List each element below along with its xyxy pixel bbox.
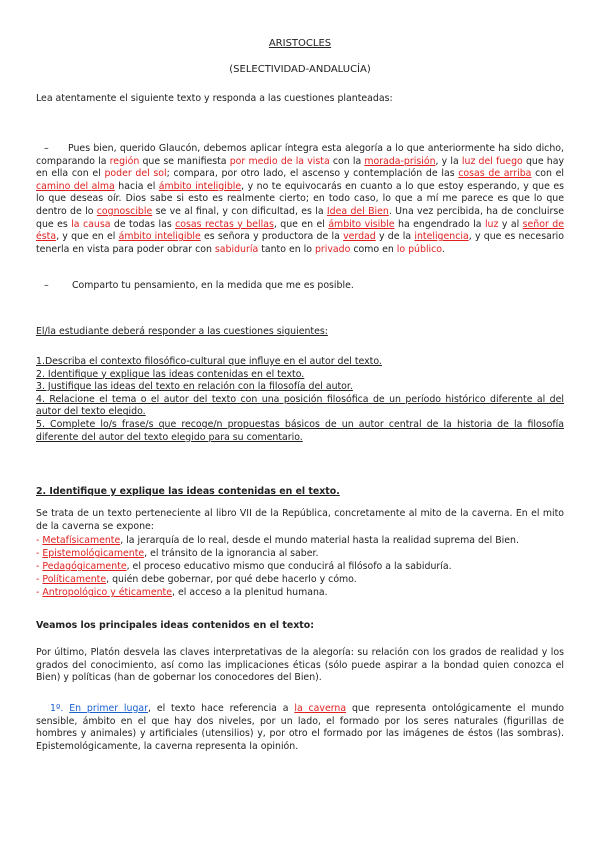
section-heading: 2. Identifique y explique las ideas contenidas en el texto. — [36, 486, 340, 497]
highlight: luz — [484, 218, 499, 230]
first-point-paragraph — [36, 703, 564, 753]
highlight: verdad — [343, 231, 376, 243]
question-item: 3. Justifique las ideas del texto en relación con la filosofía del autor. — [36, 381, 353, 393]
question-item: 1.Describa el contexto filosófico-cultural que influye en el autor del texto. — [36, 356, 382, 367]
bullet-text: , la jerarquía de lo real, desde el mundo material hasta la realidad suprema del Bien. — [120, 535, 519, 546]
text-part: con la — [329, 155, 365, 167]
text-part: . — [441, 243, 445, 255]
list-item — [36, 586, 564, 599]
bullet-text: , quién debe gobernar, por qué debe hacerlo y cómo. — [106, 574, 357, 585]
text-part: con el — [531, 168, 564, 180]
bullet-dash: - — [36, 548, 43, 559]
question-item: 5. Complete lo/s frase/s que recoge/n propuestas básicos de un autor central de la historia de la filosofía diferente del autor del texto elegido para su comentario. — [36, 418, 564, 443]
text-part: que se manifiesta — [139, 155, 230, 167]
text-part: de todas las — [110, 218, 176, 230]
list-item — [36, 547, 564, 560]
text-part: ha engendrado la — [394, 218, 485, 230]
question-item: 2. Identifique y explique las ideas contenidas en el texto. — [36, 368, 305, 380]
text-part: , y que es necesario tenerla en vista para poder obrar con — [36, 231, 565, 255]
point-number: 1º. — [50, 703, 64, 714]
text-part: es señora y productora de la — [200, 231, 344, 243]
text-part: hacia el — [114, 180, 159, 192]
bullet-dash: - — [36, 561, 43, 572]
question-item: 4. Relacione el tema o el autor del texto con una posición filosófica de un período histórico diferente al del autor del texto elegido. — [36, 393, 564, 418]
text-part: se ve al final, y con dificultad, es la — [152, 205, 327, 217]
point-lead: En primer lugar — [69, 703, 149, 714]
text-part: que hay en ella con el — [36, 155, 565, 180]
text-part: , que en el — [273, 218, 329, 230]
list-item — [36, 573, 564, 586]
highlight: camino del alma — [36, 180, 115, 192]
text-part: tanto en lo — [258, 243, 315, 255]
highlight: cognoscible — [96, 205, 153, 217]
highlight: sabiduría — [214, 243, 259, 255]
text-part: , y no te equivocarás en cuanto a lo que estoy esperando, y que es lo que deseas oír. Dios sabe si esto es realmente cierto; en todo caso, lo que a mí me parece es que lo que dentro de lo — [36, 180, 564, 217]
highlight: Idea del Bien — [326, 205, 389, 217]
bullet-text: , el proceso educativo mismo que conducirá al filósofo a la sabiduría. — [126, 561, 452, 572]
highlight: lo público — [396, 243, 442, 255]
highlight: morada-prisión — [364, 155, 436, 167]
text-part: Pues bien, querido Glaucón, debemos aplicar íntegra esta alegoría a lo que anteriormente ha sido dicho, comparando la — [36, 143, 564, 167]
highlight: la causa — [71, 218, 111, 230]
point-text: , el texto hace referencia a — [148, 703, 295, 714]
last-paragraph: Por último, Platón desvela las claves interpretativas de la alegoría: su relación con los grados de realidad y los grados del conocimiento, así como las implicaciones éticas (sólo puede aspirar a la bondad quien conozca el Bien) y políticas (han de gobernar los conocedores del Bien). — [36, 647, 564, 684]
highlight: señor de ésta — [36, 218, 564, 243]
text-part: como en — [350, 243, 397, 255]
highlight: inteligencia — [414, 231, 469, 243]
bullet-text: , el tránsito de la ignorancia al saber. — [144, 548, 319, 559]
bullet-text: , el acceso a la plenitud humana. — [172, 587, 328, 598]
highlight: ámbito inteligible — [158, 180, 242, 192]
questions-list — [36, 356, 564, 444]
highlight: privado — [314, 243, 351, 255]
reply-text: Comparto tu pensamiento, en la medida que me es posible. — [72, 280, 354, 291]
highlight: ámbito visible — [328, 218, 395, 230]
bullet-dash: - — [36, 574, 43, 585]
bullet-term: Epistemológicamente — [42, 548, 145, 559]
questions-heading: El/la estudiante deberá responder a las cuestiones siguientes: — [36, 326, 328, 337]
highlight: por medio de la vista — [229, 155, 330, 167]
highlight: cosas rectas y bellas — [175, 218, 274, 230]
bullet-term: Políticamente — [42, 574, 107, 585]
quoted-text — [36, 143, 564, 256]
bullet-term: Metafísicamente — [42, 535, 121, 546]
main-ideas-heading: Veamos los principales ideas contenidos en el texto: — [36, 620, 314, 631]
bullet-term: Pedagógicamente — [42, 561, 127, 572]
instruction-text: Lea atentamente el siguiente texto y responda a las cuestiones planteadas: — [36, 93, 393, 104]
bullet-dash: - — [36, 535, 43, 546]
highlight: ámbito inteligible — [118, 231, 201, 243]
list-item — [36, 560, 564, 573]
bullet-term: Antropológico y éticamente — [42, 587, 173, 598]
text-part: ; compara, por otro lado, el ascenso y contemplación de las — [166, 168, 459, 180]
aspects-list — [36, 534, 564, 599]
section-intro: Se trata de un texto perteneciente al libro VII de la República, concretamente al mito de la caverna. En el mito de la caverna se expone: — [36, 508, 564, 532]
point-text: que representa ontológicamente el mundo sensible, ámbito en el que hay dos niveles, por un lado, el formado por los seres naturales (figurillas de hombres y animales) y artificiales (utensilios) y, por otro el formado por las imágenes de éstos (las sombras). Epistemológicamente, la caverna representa la opinión. — [36, 703, 565, 752]
text-part: . Una vez percibida, ha de concluirse que es — [36, 205, 564, 230]
highlight: región — [109, 155, 140, 167]
list-item — [36, 534, 564, 547]
text-part: y de la — [375, 231, 415, 243]
document-subtitle: (SELECTIVIDAD-ANDALUCÍA) — [229, 64, 371, 75]
highlight: cosas de arriba — [458, 168, 532, 180]
text-dash: – — [44, 143, 49, 154]
bullet-dash: - — [36, 587, 43, 598]
document-title: ARISTOCLES — [268, 38, 332, 49]
highlight: luz del fuego — [461, 155, 523, 167]
text-part: y al — [498, 218, 523, 230]
highlight: poder del sol — [104, 168, 167, 180]
text-part: , y la — [435, 155, 462, 167]
reply-dash: – — [44, 280, 49, 291]
cave-term: la caverna — [294, 703, 347, 714]
text-part: , y que en el — [56, 231, 119, 243]
